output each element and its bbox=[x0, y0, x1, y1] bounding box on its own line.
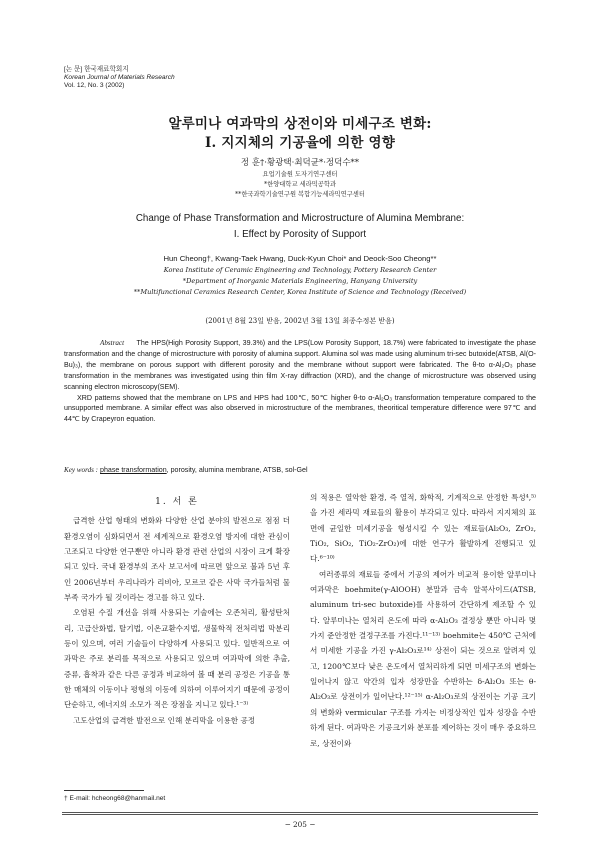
keyword-underlined: phase transformation bbox=[100, 466, 167, 474]
body-paragraph-right-1: 의 적용은 열악한 환경, 즉 열적, 화학적, 기계적으로 안정한 특성⁴,⁵⁾을 가진 세라믹 재료들의 활용이 부각되고 있다. 따라서 지지체의 표면에 균일한 미세기공을 형성시킬 수 있는 재료들(Al₂O₃, ZrO₂, TiO₂, SiO₂, TiO₂-ZrO₂)에 대한 연구가 활발하게 진행되고 있다.⁶⁻¹⁰⁾ bbox=[310, 493, 536, 564]
body-paragraph-3: 고도산업의 급격한 발전으로 인해 분리막을 이용한 공정 bbox=[73, 715, 256, 725]
journal-header bbox=[64, 66, 175, 90]
keywords-label: Key words : bbox=[64, 466, 99, 474]
left-column bbox=[64, 484, 290, 728]
title-en-line1: Change of Phase Transformation and Microstructure of Alumina Membrane: bbox=[135, 213, 465, 224]
received-dates: (2001년 8월 23일 받음, 2002년 3월 13일 최종수정본 받음) bbox=[205, 317, 395, 325]
body-paragraph-2: 오염된 수질 개선을 위해 사용되는 기술에는 오존처리, 활성탄처리, 고급산화법, 탈기법, 이온교환수지법, 생물학적 전처리법 막분리 등이 있으며, 여러 기술들이 다양하게 사용되고 있다. 일반적으로 여과막은 주로 분리를 목적으로 사용되고 있으며 여과막에 의한 추출, 증류, 흡착과 같은 다른 공정과 비교하여 볼 때 분리 공정은 기공을 통한 매체의 이동이나 평형의 이동에 의하여 이루어지기 때문에 공정이 단순하고, 에너지의 소모가 적은 장점을 지니고 있다.¹⁻³⁾ bbox=[64, 608, 290, 710]
affiliation-ko-1: 요업기술원 도자기연구센터 bbox=[262, 171, 338, 178]
footnote-email: † E-mail: hcheong68@hanmail.net bbox=[64, 795, 166, 802]
affiliation-en-3: **Multifunctional Ceramics Research Center, Korea Institute of Science and Technology (Received) bbox=[133, 288, 467, 296]
affiliation-ko-2: *한양대학교 세라믹공학과 bbox=[263, 181, 337, 188]
keywords-rest: , porosity, alumina membrane, ATSB, sol-Gel bbox=[166, 466, 308, 474]
affiliation-ko-3: **한국과학기술연구원 복합기능세라믹연구센터 bbox=[235, 191, 365, 198]
bottom-rule bbox=[62, 812, 538, 813]
section-heading: 1. 서 론 bbox=[155, 497, 199, 507]
abstract-paragraph-1: The HPS(High Porosity Support, 39.3%) and the LPS(Low Porosity Support, 18.7%) were fabricated to investigate the phase transformation and the change of microstructure with porosity of alumina support. Alumina sol was made using aluminum tri-sec butoxide(ATSB, Al(O-Bu)₃), the membrane on porous support with different porosity and the membrane without support were fabricated. The θ-to α-Al₂O₃ phase transformation in the membranes was investigated using thin film X-ray diffraction (XRD), and the change of microstructure was observed using scanning electron microscopy(SEM). bbox=[64, 339, 536, 391]
right-column bbox=[310, 490, 536, 751]
title-en-line2: I. Effect by Porosity of Support bbox=[233, 229, 367, 240]
abstract bbox=[64, 338, 536, 425]
journal-volume: Vol. 12, No. 3 (2002) bbox=[64, 82, 125, 89]
bottom-rule-2 bbox=[62, 814, 538, 815]
page-number: − 205 − bbox=[284, 820, 316, 829]
authors-ko: 정 훈†·황광택·최덕균*·정덕수** bbox=[240, 158, 360, 168]
affiliation-en-1: Korea Institute of Ceramic Engineering and Technology, Pottery Research Center bbox=[163, 266, 437, 274]
keywords bbox=[64, 466, 536, 474]
body-paragraph-right-2: 여러종류의 재료들 중에서 기공의 제어가 비교적 용이한 알루미나 여과막은 boehmite(γ-AlOOH) 분말과 금속 알콕사이드(ATSB, aluminum tri-sec butoxide)를 사용하여 간단하게 제조할 수 있다. 알루미나는 열처리 온도에 따라 α-Al₂O₃ 결정상 뿐만 아니라 몇 가지 준안정한 결정구조를 가진다.¹¹⁻¹³⁾ boehmite는 450℃ 근처에서 미세한 기공을 가진 γ-Al₂O₃로¹⁴⁾ 상전이 되는 것으로 알려져 있고, 1200℃보다 낮은 온도에서 열처리하게 되면 미세구조의 변화는 일어나지 않고 약간의 입자 성장만을 수반하는 δ-Al₂O₃ 또는 θ-Al₂O₃로 상전이가 일어난다.¹²⁻¹⁵⁾ α-Al₂O₃로의 상전이는 기공 크기의 변화와 vermicular 구조를 가지는 비정상적인 입자 성장을 수반하게 된다. 여과막은 기공크기와 분포를 제어하는 것이 매우 중요하므로, 상전이와 bbox=[310, 569, 536, 748]
abstract-paragraph-2: XRD patterns showed that the membrane on LPS and HPS had 100℃, 50℃ higher θ-to α-Al₂O₃ transformation temperature compared to the unsupported membrane. A similar effect was also observed in microstructure of the membranes, theoritical temperature difference were 97℃ and 44℃ by Crapeyron equation. bbox=[64, 393, 536, 424]
abstract-label: Abstract bbox=[100, 339, 125, 347]
affiliation-en-2: *Department of Inorganic Materials Engineering, Hanyang University bbox=[182, 277, 418, 285]
title-ko-line1: 알루미나 여과막의 상전이와 미세구조 변화: bbox=[168, 116, 432, 132]
authors-en: Hun Cheong†, Kwang-Taek Hwang, Duck-Kyun Choi* and Deock-Soo Cheong** bbox=[163, 254, 437, 263]
title-ko-line2: I. 지지체의 기공율에 의한 영향 bbox=[205, 135, 395, 151]
journal-name-ko: [논 문] 한국재료학회지 bbox=[64, 66, 129, 73]
footnote-divider bbox=[64, 790, 144, 791]
journal-name-en: Korean Journal of Materials Research bbox=[64, 74, 175, 81]
body-paragraph-1: 급격한 산업 형태의 변화와 다양한 산업 분야의 발전으로 점점 더 환경오염이 심화되면서 전 세계적으로 환경오염 방지에 대한 관심이 고조되고 다양한 연구뿐만 아니라 환경 관련 산업의 시장이 크게 확장되고 있다. 국내 환경부의 조사 보고서에 따르면 앞으로 불과 5년 후인 2006년부터 우리나라가 리비아, 모르코 같은 사막 국가들처럼 물 부족 국가가 될 것이라는 경고를 하고 있다. bbox=[64, 516, 290, 603]
